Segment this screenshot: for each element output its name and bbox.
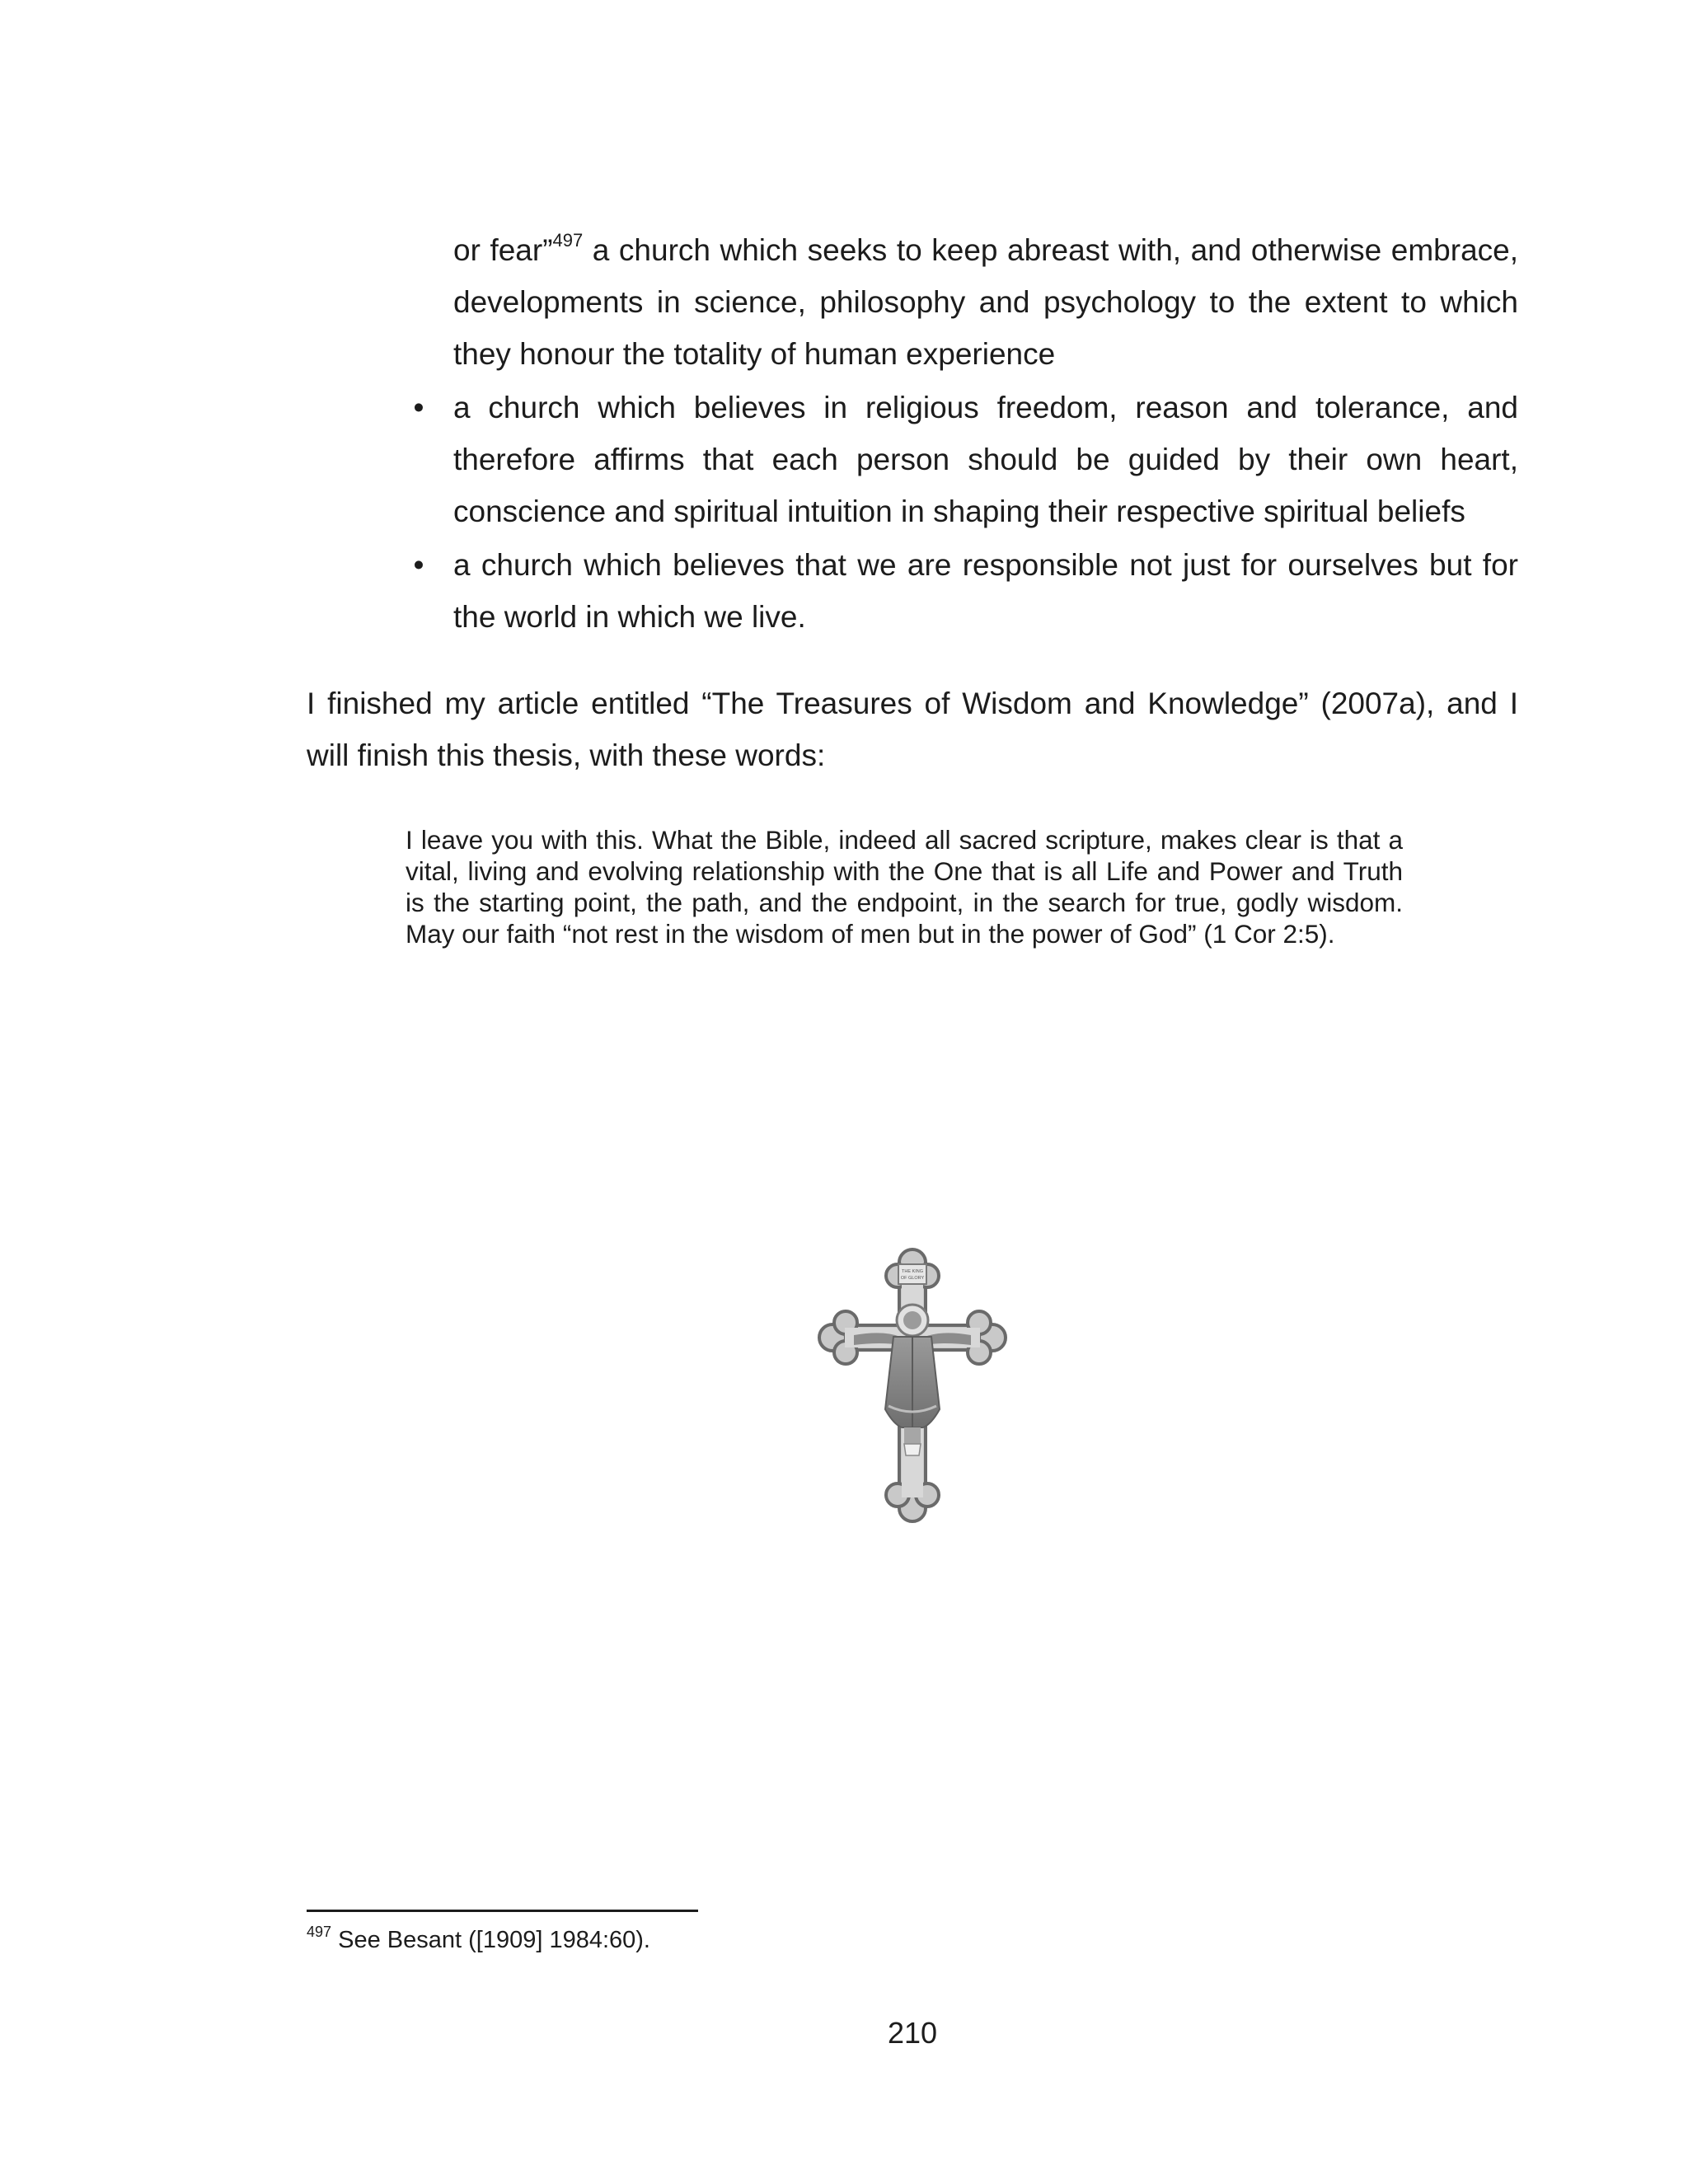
bullet-list [413, 224, 1519, 644]
list-item [413, 382, 1518, 537]
list-item-text: a church which believes that we are responsible not just for ourselves but for the world in which we live. [453, 548, 1518, 634]
footnote-separator [307, 1910, 698, 1912]
crucifix-icon [818, 1244, 1007, 1525]
list-item-text [453, 224, 1518, 380]
svg-text:OF GLORY: OF GLORY [900, 1276, 925, 1281]
page-number: 210 [887, 2016, 938, 2050]
footnote-number: 497 [307, 1924, 332, 1941]
footnote [307, 1924, 650, 1957]
body-paragraph: I finished my article entitled “The Treasures of Wisdom and Knowledge” (2007a), and I will finish this thesis, with these words: [307, 687, 1518, 772]
bullet-icon: • [413, 548, 424, 582]
list-item-continuation [453, 224, 1518, 380]
list-item-rest: a church which seeks to keep abreast with, and otherwise embrace, developments in science, philosophy and psychology to the extent to which they honour the totality of human experience [453, 233, 1519, 371]
footnote-reference[interactable]: 497 [552, 229, 584, 251]
svg-text:THE KING: THE KING [902, 1269, 923, 1274]
block-quote: I leave you with this. What the Bible, indeed all sacred scripture, makes clear is that a vital, living and evolving relationship with the One that is all Life and Power and Truth is the starting point, the path, and the endpoint, in the search for true, godly wisdom. May our faith “not rest in the wisdom of men but in the power of God” (1 Cor 2:5). [406, 825, 1403, 949]
list-item-text: a church which believes in religious freedom, reason and tolerance, and therefore affirms that each person should be guided by their own heart, conscience and spiritual intuition in shaping their respective spiritual beliefs [453, 391, 1518, 528]
list-item-lead: or fear” [453, 233, 553, 267]
bullet-icon: • [413, 391, 424, 424]
list-item [413, 539, 1518, 643]
footnote-text: See Besant ([1909] 1984:60). [331, 1927, 650, 1953]
